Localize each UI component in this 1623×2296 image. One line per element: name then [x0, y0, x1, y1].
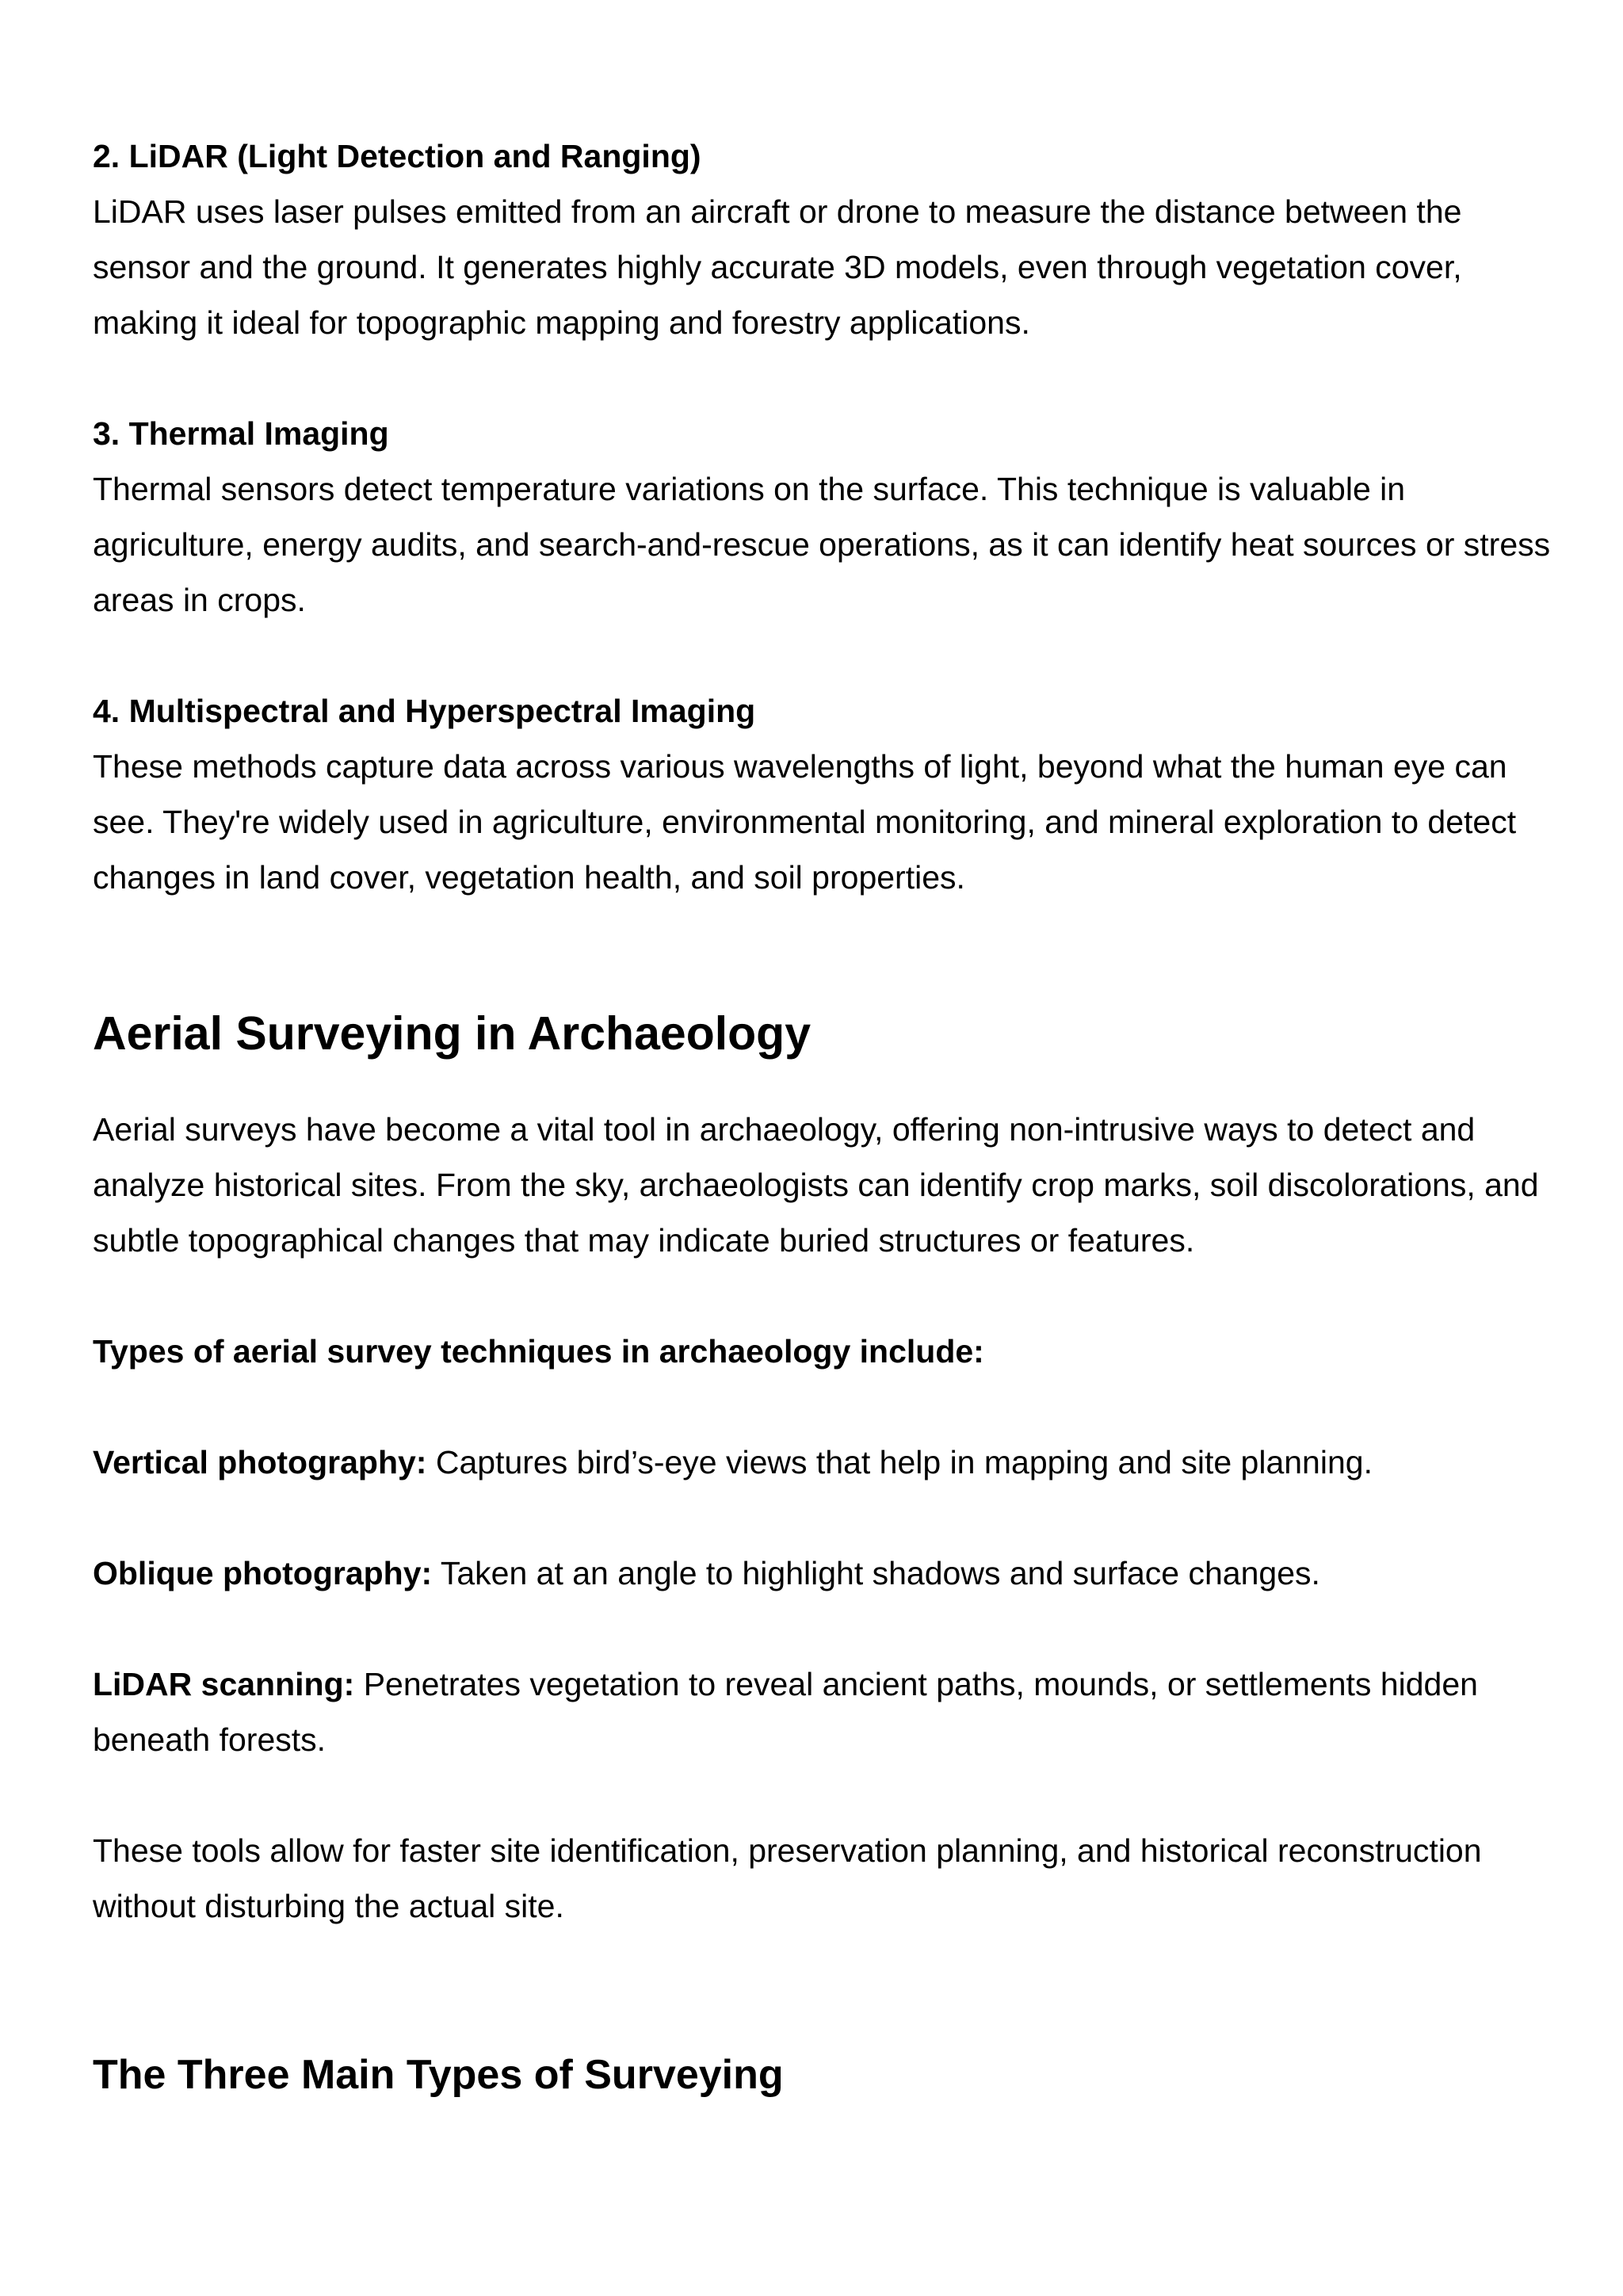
- document-page: [93, 128, 1551, 2105]
- technique-title: 2. LiDAR (Light Detection and Ranging): [93, 138, 701, 174]
- type-item-lidar-scanning: [93, 1656, 1551, 1767]
- archaeology-intro: Aerial surveys have become a vital tool in archaeology, offering non-intrusive ways to detect and analyze historical sites. From the sky, archaeologists can identify crop marks, soil discolorations, and subtle topographical changes that may indicate buried structures or features.: [93, 1111, 1539, 1259]
- technique-thermal-imaging: [93, 406, 1551, 628]
- type-term: Vertical photography:: [93, 1444, 427, 1480]
- technique-multispectral-imaging: [93, 683, 1551, 905]
- type-desc: Captures bird’s-eye views that help in mapping and site planning.: [426, 1444, 1373, 1480]
- type-item-oblique-photography: [93, 1545, 1551, 1601]
- type-item-vertical-photography: [93, 1435, 1551, 1490]
- type-desc: Taken at an angle to highlight shadows and surface changes.: [432, 1555, 1320, 1591]
- technique-lidar: [93, 128, 1551, 350]
- technique-title: 4. Multispectral and Hyperspectral Imaging: [93, 693, 756, 729]
- type-desc: Penetrates vegetation to reveal ancient paths, mounds, or settlements hidden beneath forests.: [93, 1666, 1478, 1758]
- technique-title: 3. Thermal Imaging: [93, 415, 389, 452]
- technique-body: These methods capture data across various wavelengths of light, beyond what the human eye can see. They're widely used in agriculture, environmental monitoring, and mineral exploration to detect changes in land cover, vegetation health, and soil properties.: [93, 748, 1517, 896]
- technique-body: Thermal sensors detect temperature variations on the surface. This technique is valuable in agriculture, energy audits, and search-and-rescue operations, as it can identify heat sources or stress areas in crops.: [93, 471, 1551, 618]
- technique-body: LiDAR uses laser pulses emitted from an aircraft or drone to measure the distance between the sensor and the ground. It generates highly accurate 3D models, even through vegetation cover, making it ideal for topographic mapping and forestry applications.: [93, 193, 1462, 341]
- archaeology-conclusion: These tools allow for faster site identification, preservation planning, and historical reconstruction without disturbing the actual site.: [93, 1832, 1482, 1924]
- types-label: Types of aerial survey techniques in archaeology include:: [93, 1333, 984, 1370]
- section-heading-archaeology: Aerial Surveying in Archaeology: [93, 1007, 812, 1060]
- section-heading-three-main-types: The Three Main Types of Surveying: [93, 2052, 784, 2098]
- type-term: Oblique photography:: [93, 1555, 433, 1591]
- type-term: LiDAR scanning:: [93, 1666, 355, 1702]
